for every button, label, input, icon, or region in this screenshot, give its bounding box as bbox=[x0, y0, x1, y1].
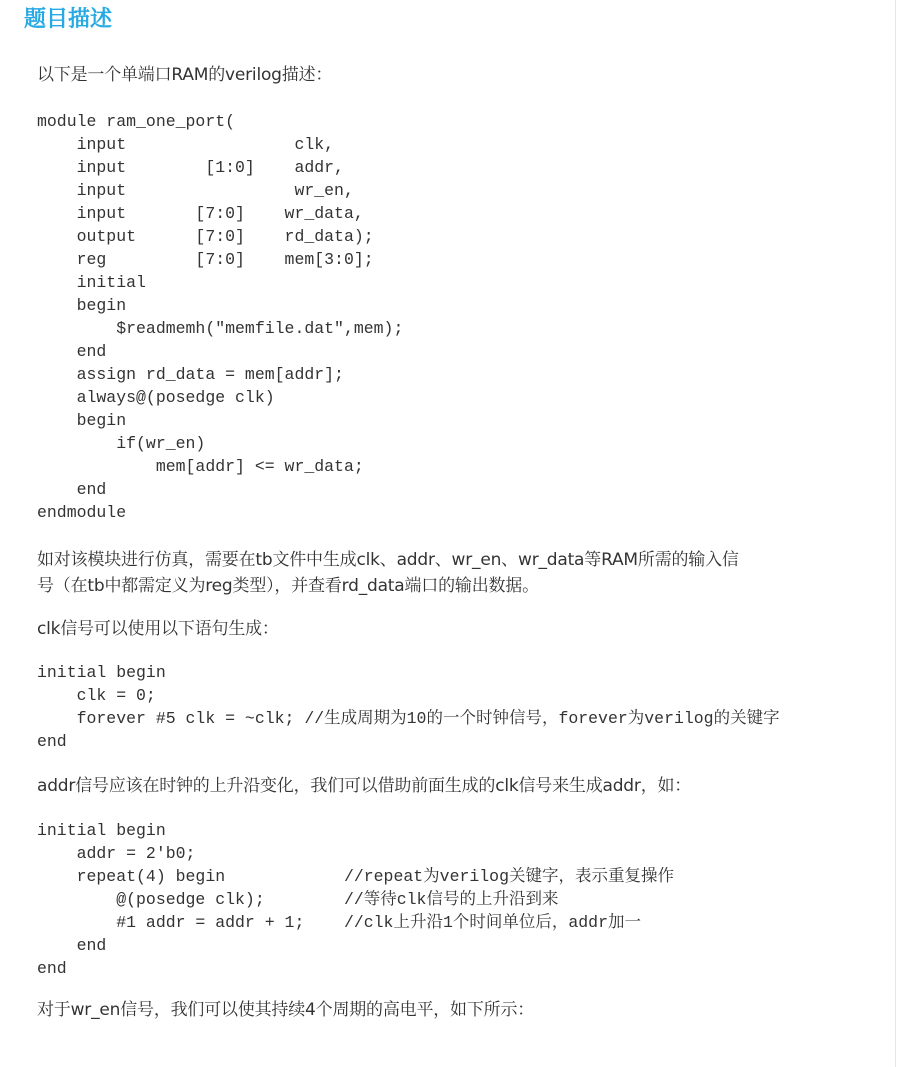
simulate-paragraph bbox=[37, 547, 867, 599]
problem-description bbox=[37, 58, 867, 1023]
intro-paragraph: 以下是一个单端口RAM的verilog描述： bbox=[37, 65, 333, 85]
addr-paragraph: addr信号应该在时钟的上升沿变化，我们可以借助前面生成的clk信号来生成addr，如： bbox=[37, 776, 692, 796]
simulate-paragraph-line-2: 号（在tb中都需定义为reg类型），并查看rd_data端口的输出数据。 bbox=[37, 576, 539, 596]
section-title: 题目描述 bbox=[24, 7, 113, 32]
module-code-block: module ram_one_port( input clk, input [1:0] addr, input wr_en, input [7:0] wr_data, output [7:0] rd_data); reg [7:0] mem[3:0]; initial begin $readmemh("memfile.dat",mem); end assign rd_data = mem[addr]; always@(posedge clk) begin if(wr_en) mem[addr] <= wr_data; end endmodule bbox=[37, 112, 404, 522]
clk-code-block: initial begin clk = 0; forever #5 clk = ~clk; //生成周期为10的一个时钟信号，forever为verilog的关键字 end bbox=[37, 663, 780, 751]
wren-paragraph: 对于wr_en信号，我们可以使其持续4个周期的高电平，如下所示： bbox=[37, 1000, 535, 1020]
simulate-paragraph-line-1: 如对该模块进行仿真，需要在tb文件中生成clk、addr、wr_en、wr_data等RAM所需的输入信 bbox=[37, 550, 739, 570]
clk-paragraph: clk信号可以使用以下语句生成： bbox=[37, 619, 279, 639]
addr-code-block: initial begin addr = 2'b0; repeat(4) begin //repeat为verilog关键字，表示重复操作 @(posedge clk); //等待clk信号的上升沿到来 #1 addr = addr + 1; //clk上升沿1个时间单位后，addr加一 end end bbox=[37, 821, 674, 978]
content-right-border bbox=[895, 0, 896, 1067]
